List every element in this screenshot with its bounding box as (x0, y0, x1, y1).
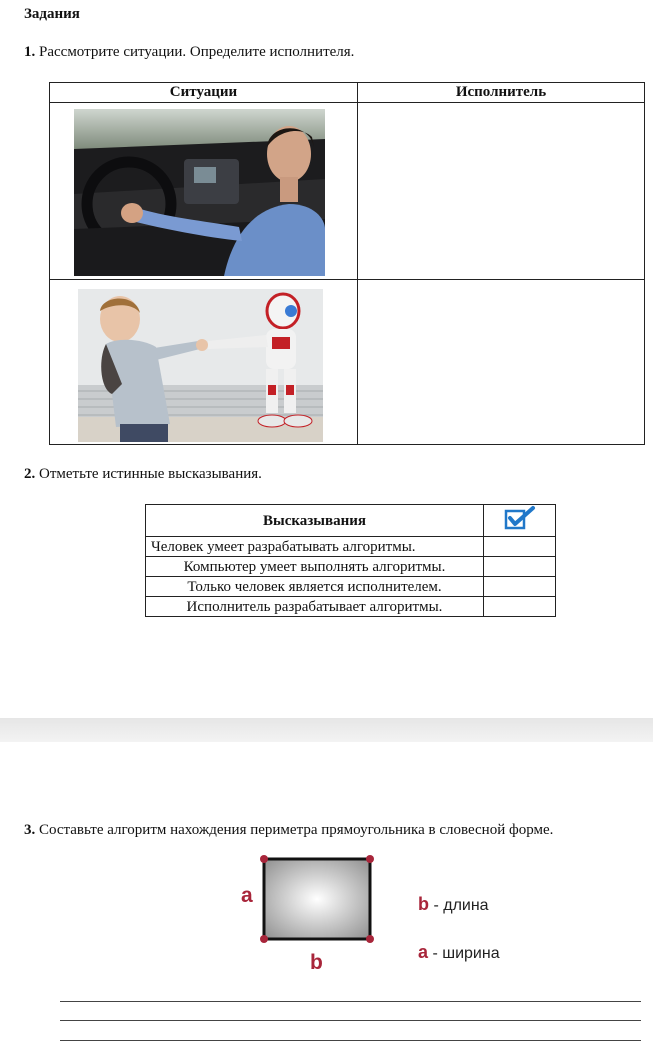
situation-cell (50, 280, 358, 445)
statement-checkbox[interactable] (484, 597, 556, 617)
executor-cell[interactable] (358, 103, 645, 280)
task3-number: 3. (24, 822, 36, 838)
situation-cell (50, 103, 358, 280)
statement-checkbox[interactable] (484, 557, 556, 577)
col-statements-header: Высказывания (146, 505, 484, 537)
legend-a-text: - ширина (432, 945, 500, 962)
answer-line[interactable] (60, 1040, 641, 1041)
table-row (146, 577, 556, 597)
page-title: Задания (24, 6, 80, 22)
table-row (50, 103, 645, 280)
statement-text: Исполнитель разрабатывает алгоритмы. (146, 597, 484, 617)
table-row (146, 537, 556, 557)
page-separator (0, 718, 653, 742)
table-row (50, 280, 645, 445)
task2-text: Отметьте истинные высказывания. (39, 466, 262, 482)
task3-text: Составьте алгоритм нахождения периметра прямоугольника в словесной форме. (39, 822, 554, 838)
executor-cell[interactable] (358, 280, 645, 445)
statements-table (145, 504, 556, 617)
statement-checkbox[interactable] (484, 537, 556, 557)
side-a-label: a (241, 884, 253, 907)
table-row (146, 597, 556, 617)
col-situations-header: Ситуации (50, 83, 358, 103)
rectangle-diagram (258, 853, 378, 948)
task2-number: 2. (24, 466, 36, 482)
statement-text: Человек умеет разрабатывать алгоритмы. (146, 537, 484, 557)
col-executor-header: Исполнитель (358, 83, 645, 103)
driver-in-car-photo (74, 109, 325, 276)
task1-text: Рассмотрите ситуации. Определите исполнителя. (39, 44, 355, 60)
task1-number: 1. (24, 44, 36, 60)
boy-and-robot-photo (78, 289, 323, 442)
task1-heading (24, 44, 354, 61)
statement-checkbox[interactable] (484, 577, 556, 597)
table-row (146, 557, 556, 577)
answer-line[interactable] (60, 1020, 641, 1021)
legend-length (418, 894, 489, 915)
statement-text: Только человек является исполнителем. (146, 577, 484, 597)
answer-line[interactable] (60, 1001, 641, 1002)
side-b-label: b (310, 951, 323, 974)
checkbox-checked-icon (484, 505, 556, 537)
legend-width (418, 942, 500, 963)
task3-heading (24, 822, 553, 839)
legend-b-key: b (418, 894, 429, 914)
situations-table (49, 82, 645, 445)
task2-heading (24, 466, 262, 483)
legend-a-key: a (418, 942, 429, 962)
statement-text: Компьютер умеет выполнять алгоритмы. (146, 557, 484, 577)
legend-b-text: - длина (433, 897, 489, 914)
